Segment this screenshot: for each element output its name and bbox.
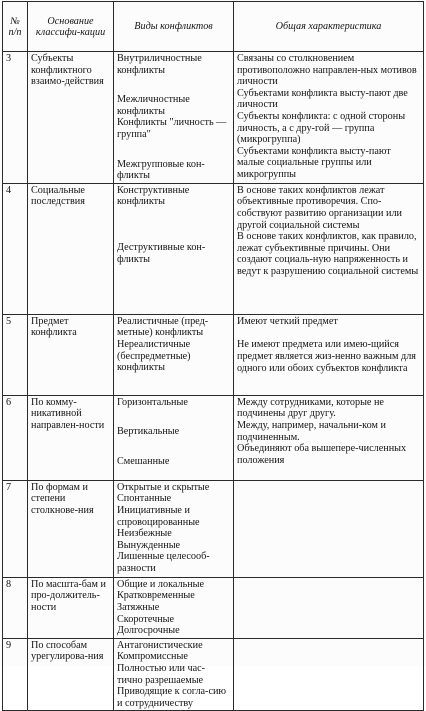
description-item: Субъекты конфликта: с одной стороны личность, а с дру-гой — группа (микрогруппа)	[237, 110, 406, 146]
kind-item: Затяжные	[117, 601, 160, 613]
row-basis: Социальные последствия	[28, 183, 114, 314]
row-basis: По комму-никативной направлен-ности	[28, 395, 114, 480]
kind-item: Нереалистичные (беспредметные) конфликты	[117, 338, 191, 374]
row-description	[234, 395, 424, 480]
kind-item: Скоротечные	[117, 613, 175, 625]
kind-item: Межгрупповые кон-фликты	[117, 158, 205, 182]
kind-item: Деструктивные кон-фликты	[117, 241, 206, 265]
row-description	[234, 183, 424, 314]
kind-item: Кратковременные	[117, 590, 195, 602]
row-basis: По формам и степени столкнове-ния	[28, 480, 114, 577]
kind-item: Конфликты "личность — группа"	[117, 117, 227, 140]
kind-item: Инициативные и спровоцированные	[117, 504, 200, 528]
kind-item: Горизонтальные	[117, 396, 188, 408]
row-kinds	[114, 52, 234, 184]
description-item: Связаны со столкновением противоположно направлен-ных мотивов личности	[237, 53, 417, 88]
row-description	[234, 314, 424, 395]
kind-item: Приводящие к согла-сию и сотрудничеству	[117, 686, 227, 709]
row-num: 5	[3, 314, 28, 395]
header-basis: Основание классифи-кации	[28, 2, 114, 52]
kind-item: Лишенные целесооб-разности	[117, 551, 210, 574]
row-description	[234, 480, 424, 577]
kind-item: Реалистичные (пред-метные) конфликты	[117, 315, 209, 339]
kind-item: Смешанные	[117, 455, 170, 467]
row-num: 3	[3, 52, 28, 184]
kind-item: Межличностные конфликты	[117, 94, 190, 117]
description-item: Субъектами конфликта высту-пают малые социальные группы или микрогруппы	[237, 145, 391, 180]
kind-item: Вертикальные	[117, 426, 180, 438]
row-kinds	[114, 638, 234, 711]
row-description	[234, 52, 424, 184]
row-num: 9	[3, 638, 28, 711]
description-item: Не имеют предмета или имею-щийся предмет является жиз-ненно важным для одного или обоих субъектов конфликта	[237, 339, 416, 374]
table-row	[3, 480, 424, 577]
description-item: В основе таких конфликтов, как правило, лежат субъективные причины. Они создают социаль-ную напряженность и ведут к разрушению социальной системы	[237, 231, 419, 277]
row-num: 4	[3, 183, 28, 314]
description-item: В основе таких конфликтов лежат объективные противоречия. Спо-собствуют развитию организации или другой социальной системы	[237, 184, 402, 231]
kind-item: Открытые и скрытые	[117, 481, 210, 493]
row-description	[234, 577, 424, 638]
row-kinds	[114, 577, 234, 638]
row-basis: Предмет конфликта	[28, 314, 114, 395]
table-row	[3, 395, 424, 480]
row-kinds	[114, 480, 234, 577]
table-row	[3, 314, 424, 395]
kind-item: Компромиссные	[117, 651, 188, 663]
header-description: Общая характеристика	[234, 2, 424, 52]
kind-item: Конструктивные конфликты	[117, 184, 190, 208]
row-kinds	[114, 183, 234, 314]
kind-item: Долгосрочные	[117, 625, 180, 637]
table-header-row	[3, 2, 424, 52]
table-row	[3, 577, 424, 638]
description-item: Между сотрудниками, которые не подчинены друг другу.	[237, 396, 384, 420]
description-item: Объединяют оба вышепере-численных положения	[237, 443, 407, 466]
kind-item: Неизбежные	[117, 528, 172, 540]
row-kinds	[114, 395, 234, 480]
kind-item: Вынужденные	[117, 539, 181, 551]
row-kinds	[114, 314, 234, 395]
row-num: 6	[3, 395, 28, 480]
row-basis: По способам урегулирова-ния	[28, 638, 114, 711]
description-item: Субъектами конфликта высту-пают две личности	[237, 87, 408, 111]
row-basis: По масшта-бам и про-должитель-ности	[28, 577, 114, 638]
row-num: 7	[3, 480, 28, 577]
row-basis: Субъекты конфликтного взаимо-действия	[28, 52, 114, 184]
description-item: Между, например, начальни-ком и подчиненным.	[237, 419, 386, 443]
kind-item: Антагонистические	[117, 639, 203, 651]
table-row	[3, 183, 424, 314]
kind-item: Полностью или час-тично разрешаемые	[117, 662, 206, 686]
table-row	[3, 638, 424, 711]
kind-item: Общие и локальные	[117, 578, 205, 590]
description-item: Имеют четкий предмет	[237, 315, 338, 327]
row-description	[234, 638, 424, 711]
row-num: 8	[3, 577, 28, 638]
table-row	[3, 52, 424, 184]
conflict-classification-table	[2, 1, 424, 711]
kind-item: Внутриличностные конфликты	[117, 53, 202, 76]
kind-item: Спонтанные	[117, 493, 172, 505]
header-kinds: Виды конфликтов	[114, 2, 234, 52]
header-num: № п/п	[3, 2, 28, 52]
